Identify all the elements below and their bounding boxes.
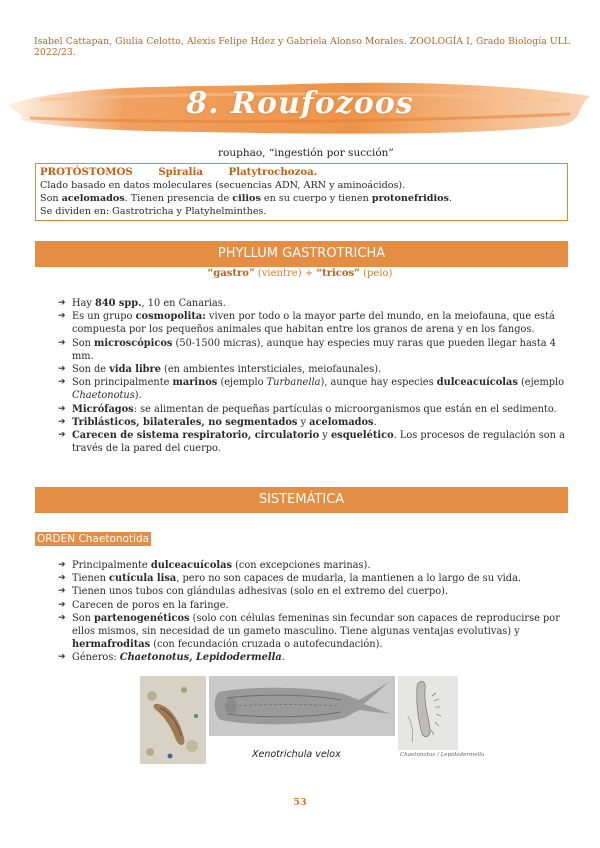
- list-item: ➔ Tienen unos tubos con glándulas adhesivas (solo en el extremo del cuerpo).: [58, 585, 568, 598]
- page-title: 8. Roufozoos: [186, 86, 414, 121]
- list-item: ➔ Son de vida libre (en ambientes intersticiales, meiofaunales).: [58, 363, 568, 376]
- list-item: ➔ Principalmente dulceacuícolas (con excepciones marinas).: [58, 559, 568, 572]
- classification-line-1: Clado basado en datos moleculares (secuencias ADN, ARN y aminoácidos).: [40, 180, 406, 191]
- list-item: ➔ Tienen cutícula lisa, pero no son capaces de mudarla, la mantienen a lo largo de su vida.: [58, 572, 568, 585]
- classification-line-2: Son acelomados. Tienen presencia de cilios en su cuerpo y tienen protonefridios.: [40, 193, 453, 204]
- list-item: ➔ Carecen de poros en la faringe.: [58, 599, 568, 612]
- figure-caption: Xenotrichula velox: [252, 749, 341, 760]
- list-item: ➔ Son principalmente marinos (ejemplo Turbanella), aunque hay especies dulceacuícolas (ejemplo Chaetonotus).: [58, 376, 568, 402]
- classification-line-3: Se dividen en: Gastrotricha y Platyhelminthes.: [40, 206, 267, 217]
- group-platytrochozoa: Platytrochozoa.: [228, 166, 318, 178]
- list-item: ➔ Es un grupo cosmopolita: viven por todo o la mayor parte del mundo, en la meiofauna, que está compuesta por los pequeños animales que habitan entre los granos de arena y en los fangos.: [58, 310, 568, 336]
- classification-groups: [40, 166, 563, 179]
- list-item: ➔ Carecen de sistema respiratorio, circulatorio y esquelético. Los procesos de regulación son a través de la pared del cuerpo.: [58, 429, 568, 455]
- phyllum-bullet-list: [58, 297, 568, 455]
- list-item: ➔ Géneros: Chaetonotus, Lepidodermella.: [58, 651, 568, 664]
- list-item: ➔ Triblásticos, bilaterales, no segmentados y acelomados.: [58, 416, 568, 429]
- page-header: Isabel Cattapan, Giulia Celotto, Alexis Felipe Hdez y Gabriela Alonso Morales. ZOOLOGÍA I, Grado Biología ULL 2022/23.: [34, 36, 571, 58]
- chaetonotus-photo: [140, 676, 206, 764]
- orden-label: ORDEN Chaetonotida: [37, 533, 150, 545]
- classification-box: [35, 163, 568, 221]
- figure-caption-small: Chaetonotus / Lepidodermella: [400, 752, 485, 758]
- page-number: 53: [293, 797, 307, 808]
- list-item: ➔ Micrófagos: se alimentan de pequeñas partículas o microorganismos que están en el sedimento.: [58, 403, 568, 416]
- list-item: ➔ Son microscópicos (50-1500 micras), aunque hay especies muy raras que pueden llegar hasta 4 mm.: [58, 337, 568, 363]
- list-item: ➔ Son partenogenéticos (solo con células femeninas sin fecundar son capaces de reproducirse por ellos mismos, sin necesidad de un gameto masculino. Tiene algunas ventajas evolutivas) y hermafroditas (con fecundación cruzada o autofecundación).: [58, 612, 568, 652]
- group-spiralia: Spiralia: [158, 166, 203, 178]
- group-protostomos: PROTÓSTOMOS: [40, 166, 133, 178]
- list-item: ➔ Hay 840 spp., 10 en Canarias.: [58, 297, 568, 310]
- xenotrichula-photo: [209, 676, 395, 736]
- title-etymology: rouphao, “ingestión por succión”: [218, 147, 394, 159]
- lepidodermella-photo: [398, 676, 458, 750]
- sistematica-heading: SISTEMÁTICA: [35, 487, 568, 513]
- phyllum-heading: PHYLLUM GASTROTRICHA: [35, 241, 568, 267]
- orden-bullet-list: [58, 559, 568, 665]
- phyllum-etymology: “gastro” (vientre) + “tricos” (pelo): [207, 268, 393, 279]
